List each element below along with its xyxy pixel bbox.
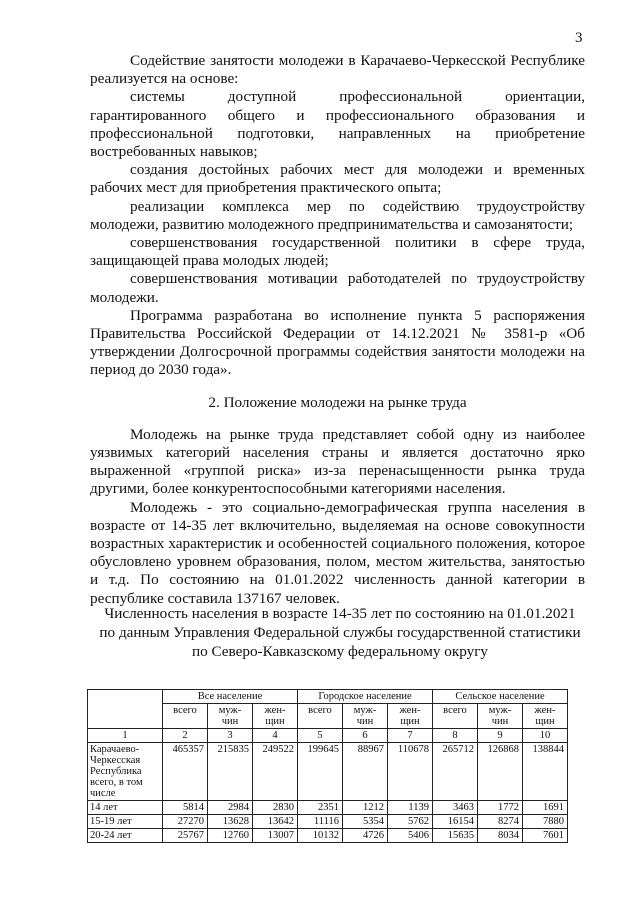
- table-cell: 88967: [343, 743, 388, 801]
- column-number: 4: [253, 729, 298, 743]
- body-text: [90, 52, 585, 608]
- paragraph: совершенствования государственной политики в сфере труда, защищающей права молодых людей;: [90, 234, 585, 270]
- table-cell: 249522: [253, 743, 298, 801]
- paragraph: создания достойных рабочих мест для молодежи и временных рабочих мест для приобретения практического опыта;: [90, 161, 585, 197]
- table-cell: 12760: [208, 829, 253, 843]
- caption-line: по данным Управления Федеральной службы государственной статистики: [99, 624, 581, 641]
- population-table: [87, 689, 568, 843]
- sub-header: муж- чин: [208, 704, 253, 729]
- section-heading: 2. Положение молодежи на рынке труда: [208, 393, 467, 411]
- table-cell: 265712: [433, 743, 478, 801]
- paragraph: совершенствования мотивации работодателей по трудоустройству молодежи.: [90, 270, 585, 306]
- column-number: 7: [388, 729, 433, 743]
- table-caption: [80, 604, 600, 661]
- column-number: 8: [433, 729, 478, 743]
- paragraph: Молодежь на рынке труда представляет собой одну из наиболее уязвимых категорий населения страны и является достаточно ярко выраженной «группой риска» из-за перенасыщенности рынка труда другими, более конкурентоспособными категориями населения.: [90, 425, 585, 498]
- table-corner-cell: [88, 690, 163, 729]
- column-number: 5: [298, 729, 343, 743]
- table-cell: 1691: [523, 801, 568, 815]
- row-label: 20-24 лет: [88, 829, 163, 843]
- table-cell: 27270: [163, 815, 208, 829]
- table-cell: 8034: [478, 829, 523, 843]
- column-number: 1: [88, 729, 163, 743]
- row-label: Карачаево-Черкесская Республика всего, в том числе: [88, 743, 163, 801]
- sub-header: муж- чин: [478, 704, 523, 729]
- column-number: 3: [208, 729, 253, 743]
- page-number: 3: [575, 30, 583, 46]
- paragraph: системы доступной профессиональной ориентации, гарантированного общего и профессионального образования и профессиональной подготовки, направленных на приобретение востребованных навыков;: [90, 88, 585, 161]
- table-cell: 5406: [388, 829, 433, 843]
- table-cell: 5762: [388, 815, 433, 829]
- table-row: [88, 815, 568, 829]
- table-col-number-row: [88, 729, 568, 743]
- group-header: Все население: [163, 690, 298, 704]
- table-cell: 15635: [433, 829, 478, 843]
- table-row: [88, 829, 568, 843]
- column-number: 9: [478, 729, 523, 743]
- table-row: [88, 801, 568, 815]
- table-cell: 13628: [208, 815, 253, 829]
- table-cell: 5354: [343, 815, 388, 829]
- sub-header: жен- щин: [253, 704, 298, 729]
- table-cell: 465357: [163, 743, 208, 801]
- table-cell: 5814: [163, 801, 208, 815]
- sub-header: всего: [298, 704, 343, 729]
- table-cell: 13642: [253, 815, 298, 829]
- sub-header: всего: [433, 704, 478, 729]
- caption-line: по Северо-Кавказскому федеральному округу: [191, 643, 489, 660]
- group-header: Сельское население: [433, 690, 568, 704]
- table-cell: 3463: [433, 801, 478, 815]
- column-number: 2: [163, 729, 208, 743]
- table-cell: 199645: [298, 743, 343, 801]
- table-cell: 138844: [523, 743, 568, 801]
- table-cell: 215835: [208, 743, 253, 801]
- table-cell: 13007: [253, 829, 298, 843]
- table-cell: 126868: [478, 743, 523, 801]
- row-label: 14 лет: [88, 801, 163, 815]
- column-number: 6: [343, 729, 388, 743]
- table-cell: 1139: [388, 801, 433, 815]
- sub-header: жен- щин: [388, 704, 433, 729]
- paragraph: реализации комплекса мер по содействию трудоустройству молодежи, развитию молодежного предпринимательства и самозанятости;: [90, 197, 585, 233]
- paragraph: Программа разработана во исполнение пункта 5 распоряжения Правительства Российской Федерации от 14.12.2021 № 3581-р «Об утверждении Долгосрочной программы содействия занятости молодежи на период до 2030 года».: [90, 306, 585, 379]
- column-number: 10: [523, 729, 568, 743]
- table-cell: 1772: [478, 801, 523, 815]
- table-cell: 8274: [478, 815, 523, 829]
- table-cell: 2830: [253, 801, 298, 815]
- sub-header: жен- щин: [523, 704, 568, 729]
- row-label: 15-19 лет: [88, 815, 163, 829]
- table-cell: 16154: [433, 815, 478, 829]
- table-cell: 10132: [298, 829, 343, 843]
- table-cell: 2351: [298, 801, 343, 815]
- sub-header: всего: [163, 704, 208, 729]
- caption-line: Численность населения в возрасте 14-35 лет по состоянию на 01.01.2021: [104, 605, 576, 622]
- paragraph: Молодежь - это социально-демографическая группа населения в возрасте от 14-35 лет включительно, выделяемая на основе совокупности возрастных характеристик и особенностей социального положения, которое обусловлено уровнем образования, полом, местом жительства, занятостью и т.д. По состоянию на 01.01.2022 численность данной категории в республике составила 137167 человек.: [90, 498, 585, 607]
- sub-header: муж- чин: [343, 704, 388, 729]
- table-cell: 25767: [163, 829, 208, 843]
- table-cell: 4726: [343, 829, 388, 843]
- table-cell: 1212: [343, 801, 388, 815]
- table-group-header-row: [88, 690, 568, 704]
- table-cell: 7601: [523, 829, 568, 843]
- paragraph: Содействие занятости молодежи в Карачаево-Черкесской Республике реализуется на основе:: [90, 52, 585, 88]
- group-header: Городское население: [298, 690, 433, 704]
- table-cell: 11116: [298, 815, 343, 829]
- table-cell: 110678: [388, 743, 433, 801]
- table-cell: 7880: [523, 815, 568, 829]
- table-row: [88, 743, 568, 801]
- table-cell: 2984: [208, 801, 253, 815]
